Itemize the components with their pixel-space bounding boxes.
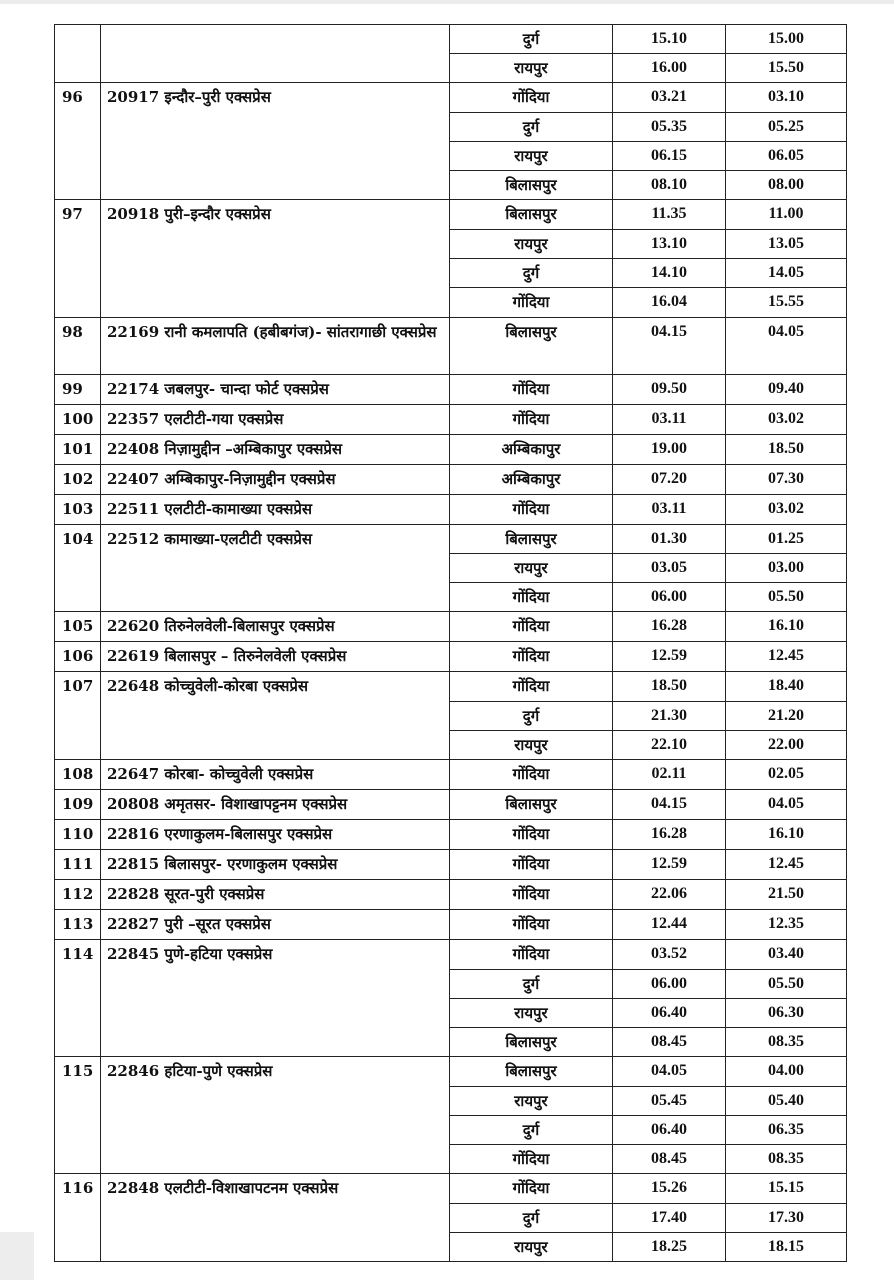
train-name: 22827 पुरी –सूरत एक्सप्रेस	[101, 910, 450, 940]
serial-number: 98	[55, 317, 101, 374]
serial-number-empty	[55, 969, 101, 998]
station-name: गोंदिया	[450, 880, 613, 910]
table-row	[55, 317, 847, 374]
table-row	[55, 850, 847, 880]
table-row	[55, 1028, 847, 1057]
station-name: बिलासपुर	[450, 1028, 613, 1057]
serial-number: 113	[55, 910, 101, 940]
table-row	[55, 1174, 847, 1204]
table-row	[55, 760, 847, 790]
serial-number-empty	[55, 54, 101, 83]
train-name: 22169 रानी कमलापति (हबीबगंज)- सांतरागाछी एक्सप्रेस	[101, 317, 450, 374]
serial-number: 104	[55, 524, 101, 554]
station-name: गोंदिया	[450, 910, 613, 940]
train-name: 22619 बिलासपुर – तिरुनेलवेली एक्सप्रेस	[101, 642, 450, 672]
departure-time: 08.35	[726, 1028, 847, 1057]
arrival-time: 08.45	[613, 1028, 726, 1057]
station-name: रायपुर	[450, 554, 613, 583]
serial-number: 115	[55, 1057, 101, 1087]
serial-number: 109	[55, 790, 101, 820]
table-row	[55, 731, 847, 760]
departure-time: 04.00	[726, 1057, 847, 1087]
train-name: 22511 एलटीटी-कामाख्या एक्सप्रेस	[101, 494, 450, 524]
train-name-empty	[101, 229, 450, 258]
departure-time: 21.20	[726, 701, 847, 730]
train-name: 20917 इन्दौर–पुरी एक्सप्रेस	[101, 83, 450, 113]
table-row	[55, 288, 847, 317]
departure-time: 15.50	[726, 54, 847, 83]
table-row	[55, 790, 847, 820]
arrival-time: 13.10	[613, 229, 726, 258]
station-name: रायपुर	[450, 998, 613, 1027]
station-name: गोंदिया	[450, 1145, 613, 1174]
station-name: दुर्ग	[450, 1203, 613, 1232]
train-name-empty	[101, 998, 450, 1027]
serial-number: 99	[55, 374, 101, 404]
train-name-empty	[101, 1203, 450, 1232]
serial-number: 116	[55, 1174, 101, 1204]
arrival-time: 22.06	[613, 880, 726, 910]
table-row	[55, 25, 847, 54]
train-name-empty	[101, 1086, 450, 1115]
arrival-time: 02.11	[613, 760, 726, 790]
station-name: बिलासपुर	[450, 200, 613, 230]
arrival-time: 15.10	[613, 25, 726, 54]
departure-time: 03.00	[726, 554, 847, 583]
arrival-time: 22.10	[613, 731, 726, 760]
train-name-empty	[101, 142, 450, 171]
table-row	[55, 612, 847, 642]
train-name-empty	[101, 288, 450, 317]
arrival-time: 18.25	[613, 1233, 726, 1262]
train-name: 22848 एलटीटी-विशाखापटनम एक्सप्रेस	[101, 1174, 450, 1204]
station-name: बिलासपुर	[450, 524, 613, 554]
train-name: 22357 एलटीटी-गया एक्सप्रेस	[101, 404, 450, 434]
departure-time: 12.45	[726, 642, 847, 672]
arrival-time: 16.00	[613, 54, 726, 83]
station-name: रायपुर	[450, 54, 613, 83]
serial-number: 105	[55, 612, 101, 642]
station-name: गोंदिया	[450, 83, 613, 113]
station-name: बिलासपुर	[450, 1057, 613, 1087]
table-row	[55, 583, 847, 612]
table-row	[55, 229, 847, 258]
arrival-time: 08.10	[613, 171, 726, 200]
train-name-empty	[101, 259, 450, 288]
serial-number: 110	[55, 820, 101, 850]
arrival-time: 16.28	[613, 612, 726, 642]
arrival-time: 06.40	[613, 998, 726, 1027]
arrival-time: 06.15	[613, 142, 726, 171]
serial-number-empty	[55, 171, 101, 200]
serial-number-empty	[55, 259, 101, 288]
arrival-time: 07.20	[613, 464, 726, 494]
page-corner-shadow	[0, 1232, 34, 1280]
table-row	[55, 494, 847, 524]
serial-number: 102	[55, 464, 101, 494]
departure-time: 04.05	[726, 317, 847, 374]
departure-time: 16.10	[726, 612, 847, 642]
train-name: 22816 एरणाकुलम-बिलासपुर एक्सप्रेस	[101, 820, 450, 850]
table-row	[55, 1203, 847, 1232]
arrival-time: 03.11	[613, 494, 726, 524]
serial-number: 111	[55, 850, 101, 880]
arrival-time: 06.40	[613, 1116, 726, 1145]
train-name-empty	[101, 1145, 450, 1174]
serial-number-empty	[55, 1086, 101, 1115]
station-name: गोंदिया	[450, 760, 613, 790]
departure-time: 18.40	[726, 672, 847, 702]
arrival-time: 05.35	[613, 112, 726, 141]
departure-time: 03.02	[726, 404, 847, 434]
departure-time: 05.40	[726, 1086, 847, 1115]
arrival-time: 04.05	[613, 1057, 726, 1087]
departure-time: 14.05	[726, 259, 847, 288]
serial-number-empty	[55, 1145, 101, 1174]
departure-time: 18.15	[726, 1233, 847, 1262]
table-row	[55, 672, 847, 702]
table-row	[55, 1233, 847, 1262]
train-name-empty	[101, 554, 450, 583]
serial-number: 97	[55, 200, 101, 230]
train-name: 20918 पुरी–इन्दौर एक्सप्रेस	[101, 200, 450, 230]
serial-number-empty	[55, 583, 101, 612]
table-row	[55, 642, 847, 672]
arrival-time: 16.28	[613, 820, 726, 850]
train-name-empty	[101, 731, 450, 760]
table-row	[55, 54, 847, 83]
departure-time: 09.40	[726, 374, 847, 404]
departure-time: 21.50	[726, 880, 847, 910]
serial-number: 103	[55, 494, 101, 524]
train-name: 22620 तिरुनेलवेली-बिलासपुर एक्सप्रेस	[101, 612, 450, 642]
departure-time: 06.30	[726, 998, 847, 1027]
station-name: गोंदिया	[450, 288, 613, 317]
table-row	[55, 171, 847, 200]
arrival-time: 01.30	[613, 524, 726, 554]
serial-number-empty	[55, 1203, 101, 1232]
departure-time: 08.00	[726, 171, 847, 200]
train-name-empty	[101, 171, 450, 200]
table-row	[55, 910, 847, 940]
arrival-time: 03.05	[613, 554, 726, 583]
serial-number-empty	[55, 288, 101, 317]
arrival-time: 03.11	[613, 404, 726, 434]
station-name: दुर्ग	[450, 25, 613, 54]
table-row	[55, 998, 847, 1027]
train-name: 22174 जबलपुर- चान्दा फोर्ट एक्सप्रेस	[101, 374, 450, 404]
station-name: बिलासपुर	[450, 790, 613, 820]
table-row	[55, 880, 847, 910]
departure-time: 05.50	[726, 969, 847, 998]
station-name: गोंदिया	[450, 1174, 613, 1204]
arrival-time: 11.35	[613, 200, 726, 230]
train-name: 22408 निज़ामुद्दीन –अम्बिकापुर एक्सप्रेस	[101, 434, 450, 464]
table-row	[55, 142, 847, 171]
serial-number	[55, 25, 101, 54]
table-row	[55, 464, 847, 494]
table-row	[55, 259, 847, 288]
train-name-empty	[101, 701, 450, 730]
table-row	[55, 200, 847, 230]
station-name: गोंदिया	[450, 672, 613, 702]
station-name: रायपुर	[450, 1086, 613, 1115]
station-name: गोंदिया	[450, 404, 613, 434]
serial-number-empty	[55, 731, 101, 760]
departure-time: 03.40	[726, 940, 847, 970]
departure-time: 15.55	[726, 288, 847, 317]
station-name: गोंदिया	[450, 374, 613, 404]
table-row	[55, 524, 847, 554]
serial-number-empty	[55, 701, 101, 730]
arrival-time: 03.21	[613, 83, 726, 113]
table-row	[55, 940, 847, 970]
serial-number-empty	[55, 142, 101, 171]
station-name: रायपुर	[450, 731, 613, 760]
serial-number-empty	[55, 998, 101, 1027]
station-name: दुर्ग	[450, 259, 613, 288]
arrival-time: 12.59	[613, 642, 726, 672]
train-name: 22647 कोरबा- कोच्चुवेली एक्सप्रेस	[101, 760, 450, 790]
serial-number: 107	[55, 672, 101, 702]
station-name: दुर्ग	[450, 1116, 613, 1145]
serial-number: 112	[55, 880, 101, 910]
arrival-time: 17.40	[613, 1203, 726, 1232]
station-name: रायपुर	[450, 142, 613, 171]
arrival-time: 06.00	[613, 969, 726, 998]
departure-time: 12.45	[726, 850, 847, 880]
arrival-time: 15.26	[613, 1174, 726, 1204]
departure-time: 07.30	[726, 464, 847, 494]
serial-number-empty	[55, 1116, 101, 1145]
arrival-time: 08.45	[613, 1145, 726, 1174]
table-row	[55, 1145, 847, 1174]
station-name: गोंदिया	[450, 642, 613, 672]
departure-time: 05.25	[726, 112, 847, 141]
table-row	[55, 404, 847, 434]
train-name-empty	[101, 583, 450, 612]
train-name-empty	[101, 969, 450, 998]
departure-time: 03.02	[726, 494, 847, 524]
table-row	[55, 1057, 847, 1087]
train-name-empty	[101, 1116, 450, 1145]
table-row	[55, 374, 847, 404]
train-name: 22815 बिलासपुर- एरणाकुलम एक्सप्रेस	[101, 850, 450, 880]
station-name: दुर्ग	[450, 969, 613, 998]
table-row	[55, 1086, 847, 1115]
departure-time: 15.15	[726, 1174, 847, 1204]
departure-time: 01.25	[726, 524, 847, 554]
arrival-time: 06.00	[613, 583, 726, 612]
serial-number-empty	[55, 112, 101, 141]
table-row	[55, 554, 847, 583]
station-name: गोंदिया	[450, 820, 613, 850]
arrival-time: 16.04	[613, 288, 726, 317]
departure-time: 13.05	[726, 229, 847, 258]
top-edge	[0, 0, 894, 4]
train-name: 22846 हटिया-पुणे एक्सप्रेस	[101, 1057, 450, 1087]
departure-time: 08.35	[726, 1145, 847, 1174]
station-name: गोंदिया	[450, 494, 613, 524]
station-name: गोंदिया	[450, 850, 613, 880]
timetable-body	[55, 25, 847, 1262]
arrival-time: 09.50	[613, 374, 726, 404]
train-name	[101, 25, 450, 54]
arrival-time: 04.15	[613, 317, 726, 374]
train-name: 20808 अमृतसर- विशाखापट्टनम एक्सप्रेस	[101, 790, 450, 820]
station-name: गोंदिया	[450, 583, 613, 612]
arrival-time: 12.59	[613, 850, 726, 880]
serial-number: 100	[55, 404, 101, 434]
table-row	[55, 83, 847, 113]
arrival-time: 05.45	[613, 1086, 726, 1115]
departure-time: 03.10	[726, 83, 847, 113]
departure-time: 06.05	[726, 142, 847, 171]
arrival-time: 03.52	[613, 940, 726, 970]
station-name: अम्बिकापुर	[450, 434, 613, 464]
train-timetable	[54, 24, 847, 1262]
station-name: बिलासपुर	[450, 171, 613, 200]
serial-number: 108	[55, 760, 101, 790]
arrival-time: 04.15	[613, 790, 726, 820]
serial-number-empty	[55, 1233, 101, 1262]
station-name: अम्बिकापुर	[450, 464, 613, 494]
train-name: 22828 सूरत-पुरी एक्सप्रेस	[101, 880, 450, 910]
departure-time: 18.50	[726, 434, 847, 464]
table-row	[55, 969, 847, 998]
train-name-empty	[101, 1233, 450, 1262]
arrival-time: 12.44	[613, 910, 726, 940]
serial-number-empty	[55, 229, 101, 258]
arrival-time: 18.50	[613, 672, 726, 702]
station-name: दुर्ग	[450, 701, 613, 730]
station-name: गोंदिया	[450, 612, 613, 642]
serial-number: 96	[55, 83, 101, 113]
table-row	[55, 820, 847, 850]
arrival-time: 19.00	[613, 434, 726, 464]
departure-time: 17.30	[726, 1203, 847, 1232]
train-name: 22648 कोच्चुवेली-कोरबा एक्सप्रेस	[101, 672, 450, 702]
arrival-time: 21.30	[613, 701, 726, 730]
serial-number: 106	[55, 642, 101, 672]
departure-time: 22.00	[726, 731, 847, 760]
serial-number-empty	[55, 554, 101, 583]
train-name: 22407 अम्बिकापुर-निज़ामुद्दीन एक्सप्रेस	[101, 464, 450, 494]
table-row	[55, 1116, 847, 1145]
table-row	[55, 434, 847, 464]
station-name: गोंदिया	[450, 940, 613, 970]
departure-time: 05.50	[726, 583, 847, 612]
train-name-empty	[101, 54, 450, 83]
station-name: रायपुर	[450, 1233, 613, 1262]
serial-number: 101	[55, 434, 101, 464]
departure-time: 15.00	[726, 25, 847, 54]
departure-time: 02.05	[726, 760, 847, 790]
train-name-empty	[101, 1028, 450, 1057]
train-name: 22512 कामाख्या-एलटीटी एक्सप्रेस	[101, 524, 450, 554]
station-name: दुर्ग	[450, 112, 613, 141]
table-row	[55, 701, 847, 730]
departure-time: 16.10	[726, 820, 847, 850]
train-name: 22845 पुणे-हटिया एक्सप्रेस	[101, 940, 450, 970]
departure-time: 04.05	[726, 790, 847, 820]
station-name: रायपुर	[450, 229, 613, 258]
serial-number: 114	[55, 940, 101, 970]
station-name: बिलासपुर	[450, 317, 613, 374]
table-row	[55, 112, 847, 141]
arrival-time: 14.10	[613, 259, 726, 288]
train-name-empty	[101, 112, 450, 141]
departure-time: 11.00	[726, 200, 847, 230]
departure-time: 06.35	[726, 1116, 847, 1145]
serial-number-empty	[55, 1028, 101, 1057]
departure-time: 12.35	[726, 910, 847, 940]
